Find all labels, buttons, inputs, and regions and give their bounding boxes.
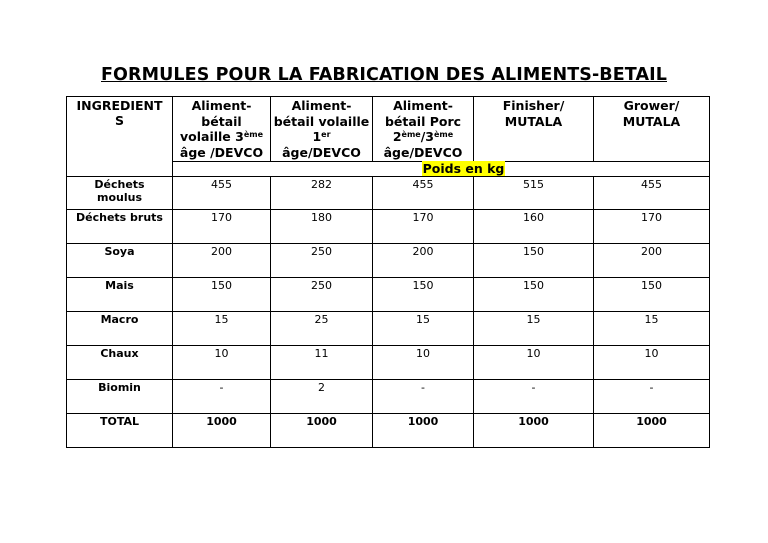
table-row [67,312,710,346]
value-cell: 10 [373,346,474,380]
feed-formula-table [66,96,710,448]
col-header-porc: Aliment-bétail Porc 2ème/3ème âge/DEVCO [373,97,474,162]
value-cell: 25 [271,312,373,346]
document-title: FORMULES POUR LA FABRICATION DES ALIMENTS-BETAIL [101,65,667,85]
value-cell: 455 [594,177,710,210]
value-cell: - [594,380,710,414]
table-row [67,210,710,244]
unit-label: Poids en kg [422,161,505,176]
ingredients-header-label: INGREDIENTS [76,98,163,128]
value-cell: 170 [373,210,474,244]
table-row [67,278,710,312]
value-cell: 282 [271,177,373,210]
value-cell: 150 [474,244,594,278]
value-cell: 515 [474,177,594,210]
value-cell: 150 [594,278,710,312]
col-header-finisher: Finisher/ MUTALA [474,97,594,162]
value-cell: 10 [474,346,594,380]
value-cell: 150 [173,278,271,312]
value-cell: 1000 [173,414,271,448]
value-cell: 1000 [474,414,594,448]
value-cell: 455 [373,177,474,210]
value-cell: 170 [594,210,710,244]
ingredient-name: Mais [67,278,173,312]
value-cell: 200 [173,244,271,278]
ingredient-name: Biomin [67,380,173,414]
value-cell: - [373,380,474,414]
header-row [67,97,710,162]
value-cell: 15 [474,312,594,346]
value-cell: 150 [373,278,474,312]
value-cell: 15 [594,312,710,346]
ingredient-name: Chaux [67,346,173,380]
table-row [67,414,710,448]
value-cell: 2 [271,380,373,414]
table-row [67,177,710,210]
ingredient-name: Déchets bruts [67,210,173,244]
value-cell: 170 [173,210,271,244]
value-cell: 10 [594,346,710,380]
value-cell: 1000 [271,414,373,448]
table-row [67,346,710,380]
unit-cell [173,162,710,177]
value-cell: 1000 [373,414,474,448]
col-header-volaille-1: Aliment-bétail volaille 1er âge/DEVCO [271,97,373,162]
value-cell: 250 [271,244,373,278]
value-cell: - [474,380,594,414]
value-cell: 11 [271,346,373,380]
table-row [67,380,710,414]
value-cell: 1000 [594,414,710,448]
ingredient-name: Déchets moulus [67,177,173,210]
value-cell: 200 [594,244,710,278]
col-header-volaille-3: Aliment-bétail volaille 3ème âge /DEVCO [173,97,271,162]
col-header-grower: Grower/ MUTALA [594,97,710,162]
ingredient-name: TOTAL [67,414,173,448]
value-cell: 150 [474,278,594,312]
value-cell: 455 [173,177,271,210]
value-cell: 250 [271,278,373,312]
ingredient-name: Macro [67,312,173,346]
ingredients-header [67,97,173,177]
value-cell: - [173,380,271,414]
value-cell: 200 [373,244,474,278]
table-row [67,244,710,278]
value-cell: 160 [474,210,594,244]
value-cell: 15 [173,312,271,346]
value-cell: 180 [271,210,373,244]
value-cell: 15 [373,312,474,346]
value-cell: 10 [173,346,271,380]
ingredient-name: Soya [67,244,173,278]
